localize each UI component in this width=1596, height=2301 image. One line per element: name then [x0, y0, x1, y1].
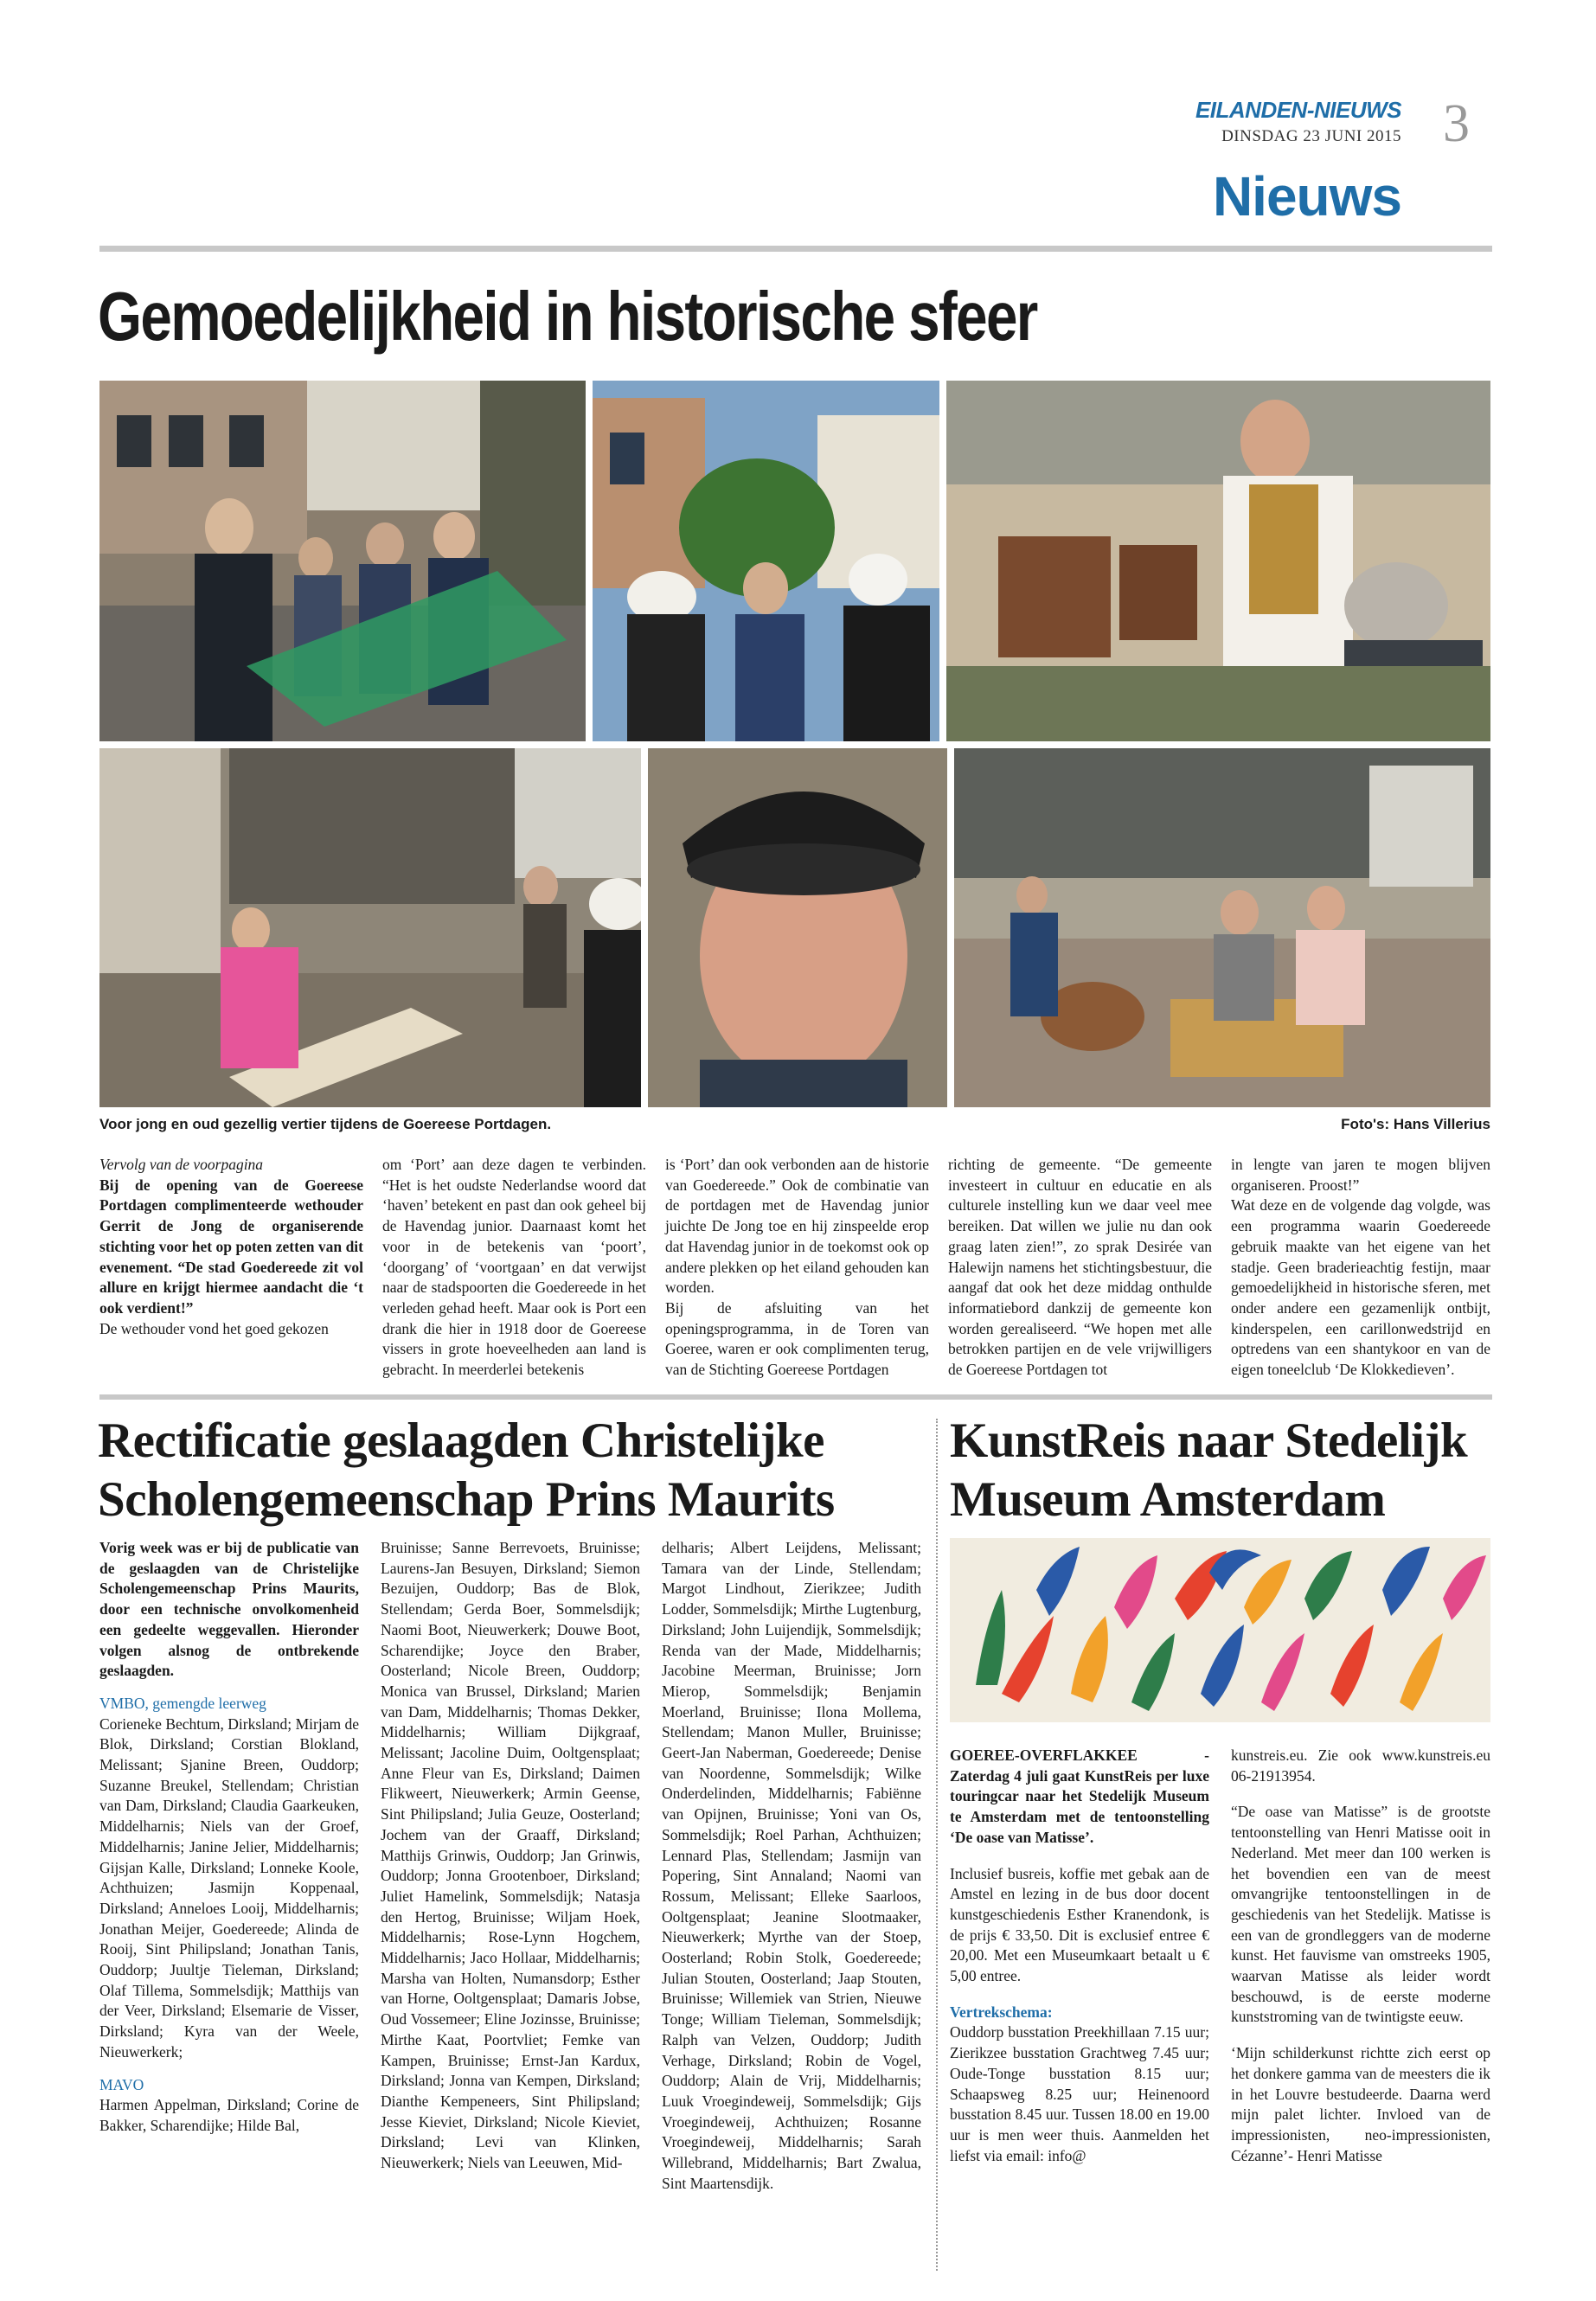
- article3-intro-text: Zaterdag 4 juli gaat KunstReis per luxe touringcar naar het Stedelijk Museum te Amsterdam met de tentoonstelling ‘De oase van Matisse’.: [950, 1766, 1209, 1846]
- article3-p1: Inclusief busreis, koffie met gebak aan de Amstel en lezing in de bus door docent kunstgeschiedenis Esther Kranendonk, is de prijs € 33,50. Dit is exclusief entree € 20,00. Met een Museumkaart betaalt u € 5,00 entree.: [950, 1864, 1209, 1985]
- article2-col3-text: delharis; Albert Leijdens, Melissant; Tamara van der Linde, Stellendam; Margot Lindhout, Zierikzee; Judith Lodder, Sommelsdijk; Mirthe Lugtenburg, Dirksland; John Luijendijk, Sommelsdijk; Renda van der Made, Middelharnis; Jacobine Meerman, Bruinisse; Jorn Mierop, Sommelsdijk; Benjamin Moerland, Bruinisse; Ilona Mollema, Stellendam; Manon Muller, Bruinisse; Geert-Jan Naberman, Goedereede; Denise van Noordenne, Sommelsdijk; Wilke Onderdelinden, Middelharnis; Fabiënne van Opijnen, Bruinisse; Yoni van Os, Sommelsdijk; Roel Parhan, Achthuizen; Lennard Plas, Stellendam; Jasmijn van Popering, Sint Annaland; Naomi van Rossum, Melissant; Elleke Saarloos, Ooltgensplaat; Jeanine Slootmaaker, Nieuwerkerk; Myrthe van der Stoep, Oosterland; Robin Stolk, Goedereede; Julian Stouten, Oosterland; Jaap Stouten, Bruinisse; Willemiek van Strien, Nieuwe Tonge; William Tieleman, Sommelsdijk; Ralph van Velzen, Ouddorp; Judith Verhage, Dirksland; Robin de Vogel, Ouddorp; Alain de Vrij, Middelharnis; Luuk Vroegindeweij, Sommelsdijk; Gijs Vroegindeweij, Achthuizen; Rosanne Vroegindeweij, Middelharnis; Sarah Willebrand, Middelharnis; Bart Zwalua, Sint Maartensdijk.: [662, 1539, 921, 2192]
- photo-man-portrait: [648, 748, 947, 1107]
- article1-column-4: [948, 1155, 1212, 1381]
- subhead-vertrekschema: Vertrekschema:: [950, 2003, 1053, 2021]
- article1-column-3: [665, 1155, 929, 1381]
- article3-column-1: [950, 1746, 1209, 2166]
- article2-intro: Vorig week was er bij de publicatie van de geslaagden van de Christelijke Scholengemeenschap Prins Maurits, door een technische onvolkomenheid een gedeelte weggevallen. Hieronder volgen alsnog de ontbrekende geslaagden.: [99, 1539, 359, 1680]
- article2-column-3: [662, 1538, 921, 2195]
- article3-col2-p3: ‘Mijn schilderkunst richtte zich eerst op het donkere gamma van de meesters die ik in het Louvre bestudeerde. Daarna werd mijn palet lichter. Invloed van de impressionisten, neo-impressionisten, Cézanne’- Henri Matisse: [1231, 2044, 1490, 2164]
- article1-column-2: [382, 1155, 646, 1381]
- subhead-mavo: MAVO: [99, 2075, 144, 2093]
- article2-col1-text2: Harmen Appelman, Dirksland; Corine de Bakker, Scharendijke; Hilde Bal,: [99, 2096, 359, 2134]
- issue-date: DINSDAG 23 JUNI 2015: [1221, 127, 1401, 145]
- article1-col3-text2: Bij de afsluiting van het openingsprogramma, in de Toren van Goeree, waren er ook complimenten terug, van de Stichting Goereese Portdagen: [665, 1298, 929, 1379]
- article1-col4-text: richting de gemeente. “De gemeente investeert in cultuur en educatie en als culturele instelling kun we daar veel mee bereiken. Dat willen we julie nu dan ook graag laten zien!”, zo sprak Desirée van Halewijn namens het stichtingsbestuur, die aangaf dat ook het deze middag onthulde informatiebord dankzij de gemeente kon worden gerealiseerd. “We hopen met alle betrokken partijen en de vele vrijwilligers de Goereese Portdagen tot: [948, 1156, 1212, 1379]
- column-separator: [936, 1419, 938, 2271]
- section-title: Nieuws: [1212, 165, 1401, 228]
- matisse-artwork-image: [950, 1538, 1490, 1722]
- photo-traditional-costumes: [593, 381, 939, 741]
- article2-column-1: [99, 1538, 359, 2137]
- article3-intro: [950, 1746, 1209, 1849]
- article3-p2: Ouddorp busstation Preekhillaan 7.15 uur; Zierikzee busstation Grachtweg 7.45 uur; Oude-Tonge busstation 8.15 uur; Schaapsweg 8.25 uur; Heinenoord busstation 8.45 uur. Tussen 18.00 en 19.00 uur is men weer thuis. Aanmelden het liefst via email: info@: [950, 2023, 1209, 2164]
- photo-credit: Foto's: Hans Villerius: [1341, 1116, 1490, 1132]
- article2-col1-text: Corieneke Bechtum, Dirksland; Mirjam de Blok, Dirksland; Corstian Blokland, Melissant; Sjanine Breen, Ouddorp; Suzanne Breukel, Stellendam; Christian van Dam, Dirksland; Claudia Gaarkeuken, Middelharnis; Niels van der Groef, Middelharnis; Janine Jelier, Middelharnis; Gijsjan Kalle, Dirksland; Lonneke Koole, Achthuizen; Jasmijn Koppenaal, Dirksland; Anneloes Looij, Middelharnis; Jonathan Meijer, Goedereede; Alinda de Rooij, Sint Philipsland; Jonathan Tanis, Ouddorp; Juultje Tieleman, Dirksland; Olaf Tillema, Sommelsdijk; Matthijs van der Veer, Dirksland; Elsemarie de Visser, Dirksland; Kyra van der Weele, Nieuwerkerk;: [99, 1715, 359, 2061]
- article1-col5-text: in lengte van jaren te mogen blijven organiseren. Proost!”: [1231, 1156, 1490, 1194]
- paper-name: EILANDEN-NIEUWS: [1195, 97, 1401, 123]
- top-rule: [99, 246, 1492, 252]
- article2-col2-text: Bruinisse; Sanne Berrevoets, Bruinisse; Laurens-Jan Besuyen, Dirksland; Siemon Bezuijen, Ouddorp; Bas de Blok, Stellendam; Gerda Boer, Sommelsdijk; Naomi Boot, Nieuwerkerk; Douwe Boot, Scharendijke; Joyce den Braber, Oosterland; Nicole Breen, Ouddorp; Monica van Brussel, Dirksland; Marien van Dam, Middelharnis; Thomas Dekker, Middelharnis; William Dijkgraaf, Melissant; Jacoline Duim, Ooltgensplaat; Anne Fleur van Es, Dirksland; Daimen Flikweert, Nieuwerkerk; Armin Geense, Sint Philipsland; Julia Geuze, Oosterland; Jochem van der Graaff, Dirksland; Matthijs Grinwis, Ouddorp; Jan Grinwis, Ouddorp; Jonna Grootenboer, Dirksland; Juliet Hamelink, Sommelsdijk; Natasja den Hertog, Bruinisse; Wiljam Hoek, Middelharnis; Rose-Lynn Hogchem, Middelharnis; Jaco Hollaar, Middelharnis; Marsha van Holten, Numansdorp; Esther van Horne, Ooltgensplaat; Damaris Jobse, Oud Vossemeer; Eline Jozinsse, Bruinisse; Mirthe Kaat, Poortvliet; Femke van Kampen, Bruinisse; Ernst-Jan Kardux, Dirksland; Jonna van Kempen, Dirksland; Dianthe Kempeneers, Sint Philipsland; Jesse Kieviet, Dirksland; Nicole Kieviet, Dirksland; Levi van Klinken, Nieuwerkerk; Niels van Leeuwen, Mid-: [381, 1539, 640, 2172]
- photo-net-demonstration: [99, 381, 586, 741]
- photo-men-hay-bale: [954, 748, 1490, 1107]
- subhead-vmbo: VMBO, gemengde leerweg: [99, 1694, 266, 1712]
- photo-caption: Voor jong en oud gezellig vertier tijdens de Goereese Portdagen.: [99, 1116, 552, 1132]
- article1-col1-text: De wethouder vond het goed gekozen: [99, 1319, 329, 1337]
- article3-col2-p2: “De oase van Matisse” is de grootste tentoonstelling van Henri Matisse ooit in Nederland. Met meer dan 100 werken is het bovendien een van de meest omvangrijke tentoonstellingen in de geschiedenis van het Stedelijk. Matisse is een van de grondleggers van de moderne kunst. Het fauvisme van omstreeks 1905, waarvan Matisse als leider wordt beschouwd, is de eerste moderne kunststroming van de twintigste eeuw.: [1231, 1803, 1490, 2026]
- article3-headline: KunstReis naar Stedelijk Museum Amsterdam: [950, 1413, 1468, 1527]
- photo-barber-shave: [946, 381, 1490, 741]
- page-number: 3: [1443, 94, 1470, 153]
- dateline: GOEREE-OVERFLAKKEE -: [950, 1747, 1209, 1764]
- article1-column-1: [99, 1155, 363, 1339]
- article1-col3-text: is ‘Port’ dan ook verbonden aan de historie van Goedereede.” Ook de combinatie van de portdagen met de Havendag junior juichte De Jong toe en hij zinspeelde erop dat Havendag junior in de toekomst ook op andere plekken op het eiland gehouden kan worden.: [665, 1156, 929, 1297]
- article3-column-2: [1231, 1746, 1490, 2166]
- article1-col5-text2: Wat deze en de volgende dag volgde, was een programma waarin Goedereede gebruik maakte van het eigene van het stadje. Geen braderieachtig festijn, maar gemoedelijkheid in historische sferen, met onder andere een gezamenlijk ontbijt, kinderspelen, een carillonwedstrijd en optredens van een shantykoor en van de eigen toneelclub ‘De Klokkedieven’.: [1231, 1196, 1490, 1379]
- article1-intro: Bij de opening van de Goereese Portdagen complimenteerde wethouder Gerrit de Jong de organiserende stichting voor het op poten zetten van dit evenement. “De stad Goedereede zit vol allure en krijgt hiermee aandacht die ‘t ook verdient!”: [99, 1176, 363, 1317]
- article2-column-2: [381, 1538, 640, 2174]
- article1-col2-text: om ‘Port’ aan deze dagen te verbinden. “Het is het oudste Nederlandse woord dat ‘haven’ betekent en past dan ook geheel bij de Havendag junior. Daarnaast komt het voor in de betekenis van ‘poort’, ‘doorgang’ of ‘voortgaan’ en dat verwijst naar de stadspoorten die Goedereede in het verleden gehad heeft. Maar ook is Port een drank die hier in 1918 door de Goereese vissers in grote hoeveelheden aan land is gebracht. In meerderlei betekenis: [382, 1156, 646, 1379]
- article1-column-5: [1231, 1155, 1490, 1381]
- photo-children-street: [99, 748, 641, 1107]
- masthead: [1194, 97, 1401, 146]
- mid-rule: [99, 1394, 1492, 1400]
- article3-col2-p1: kunstreis.eu. Zie ook www.kunstreis.eu 06-21913954.: [1231, 1747, 1490, 1785]
- continued-note: Vervolg van de voorpagina: [99, 1156, 264, 1173]
- article-headline: Gemoedelijkheid in historische sfeer: [98, 278, 1037, 355]
- article2-headline: Rectificatie geslaagden Christelijke Scholengemeenschap Prins Maurits: [98, 1413, 835, 1527]
